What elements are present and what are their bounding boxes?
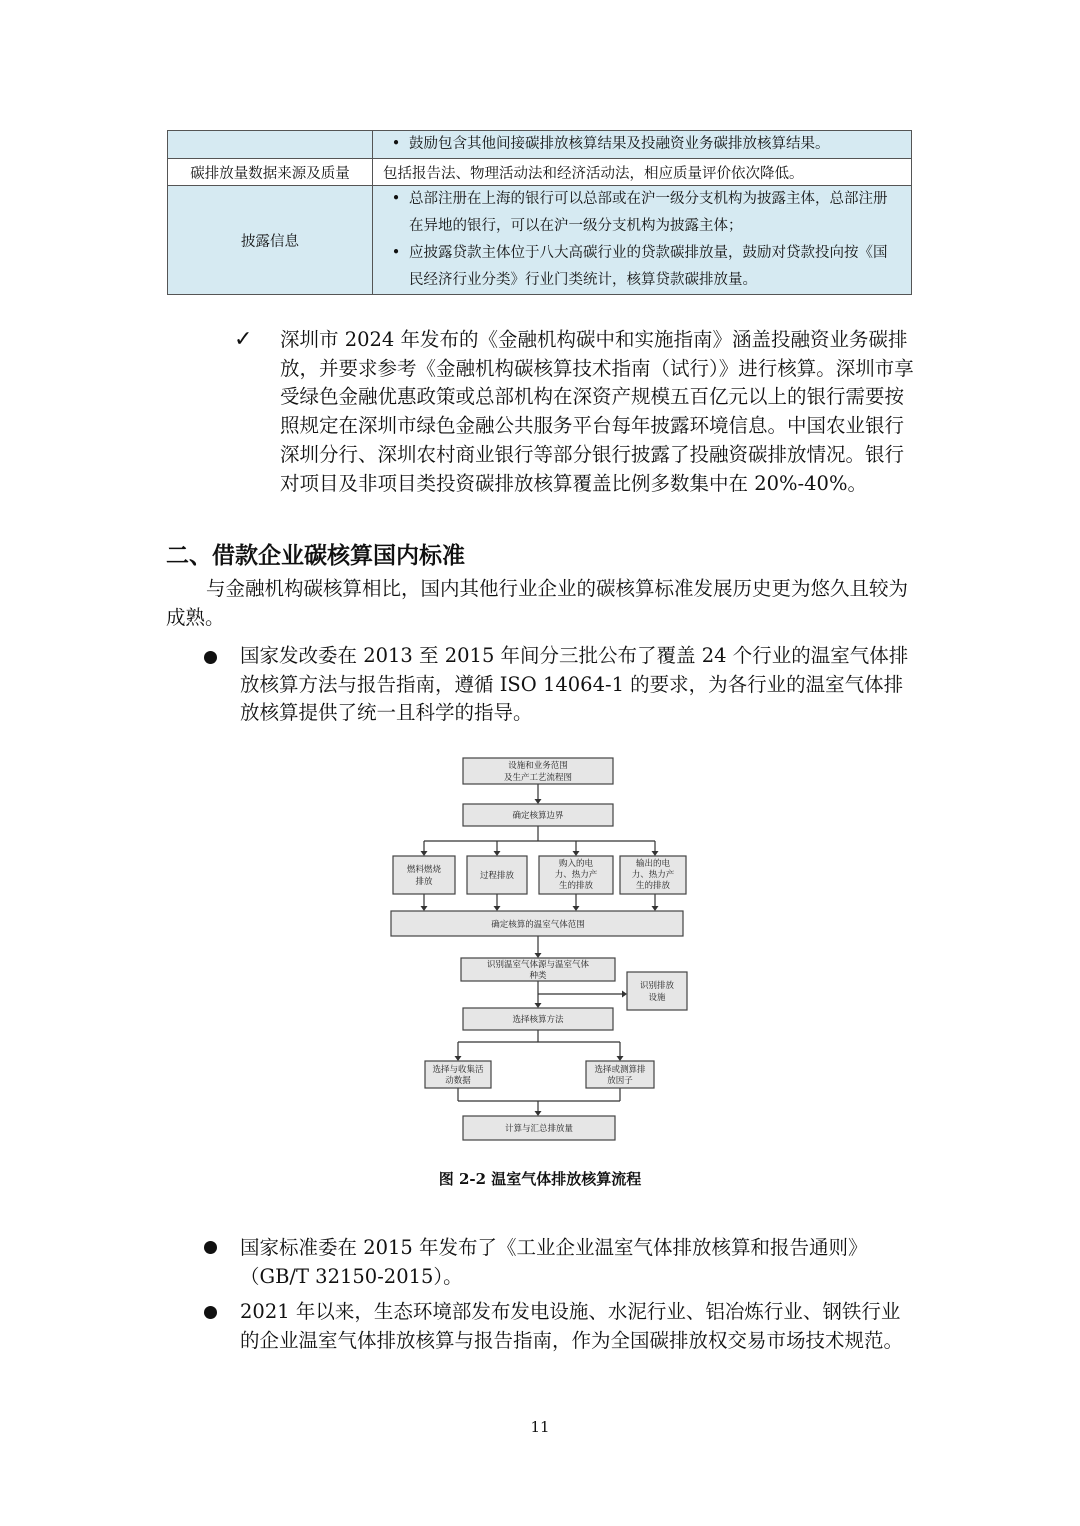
node-label: 确定核算的温室气体范围 — [491, 920, 585, 930]
table-cell — [373, 131, 912, 159]
node-label: 力、热力产 — [554, 870, 598, 880]
node-label: 生的排放 — [558, 881, 594, 891]
node-identify-sources — [461, 958, 615, 981]
table-row — [168, 131, 912, 159]
bullet-icon — [204, 651, 217, 664]
table-row — [168, 186, 912, 295]
cell-text: 总部注册在上海的银行可以总部或在沪一级分支机构为披露主体，总部注册在异地的银行，可以在沪一级分支机构为披露主体； — [409, 191, 888, 234]
node-process-emission — [467, 856, 527, 894]
node-label: 设施 — [648, 993, 666, 1003]
node-label: 计算与汇总排放量 — [504, 1124, 574, 1134]
node-identify-facilities — [627, 972, 687, 1010]
page-number: 11 — [530, 1418, 550, 1436]
intro-paragraph: 与金融机构碳核算相比，国内其他行业企业的碳核算标准发展历史更为悠久且较为成熟。 — [166, 577, 909, 629]
node-ghg-scope — [391, 911, 683, 936]
node-label: 排放 — [415, 877, 433, 887]
node-select-method — [463, 1008, 613, 1030]
node-exported-energy — [620, 856, 686, 894]
node-label: 输出的电 — [635, 859, 671, 869]
disclosure-table — [167, 130, 912, 295]
check-item-text: 深圳市 2024 年发布的《金融机构碳中和实施指南》涵盖投融资业务碳排放，并要求参考《金融机构碳核算技术指南（试行）》进行核算。深圳市享受绿色金融优惠政策或总部机构在深资产规模五百亿元以上的银行需要按照规定在深圳市绿色金融公共服务平台每年披露环境信息。中国农业银行深圳分行、深圳农村商业银行等部分银行披露了投融资碳排放情况。银行对项目及非项目类投资碳排放核算覆盖比例多数集中在 20%-40%。 — [280, 328, 914, 495]
node-label: 设施和业务范围 — [508, 761, 568, 771]
cell-text: 应披露贷款主体位于八大高碳行业的贷款碳排放量，鼓励对贷款投向按《国民经济行业分类》行业门类统计，核算贷款碳排放量。 — [409, 245, 888, 288]
node-label: 燃料燃烧 — [406, 865, 442, 875]
node-calculate — [463, 1116, 615, 1140]
node-label: 选择与收集活 — [432, 1065, 484, 1075]
bullet-icon: • — [391, 191, 401, 207]
node-scope — [463, 758, 613, 784]
node-label: 识别温室气体源与温室气体 — [486, 960, 590, 970]
node-label: 动数据 — [445, 1076, 471, 1086]
bullet-text: 国家标准委在 2015 年发布了《工业企业温室气体排放核算和报告通则》（GB/T 32150-2015）。 — [240, 1236, 868, 1288]
node-label: 放因子 — [607, 1076, 633, 1086]
checkmark-icon: ✓ — [234, 327, 253, 352]
node-boundary — [463, 804, 613, 826]
bullet-icon — [204, 1306, 217, 1319]
node-label: 种类 — [529, 971, 547, 981]
list-item — [383, 240, 901, 294]
node-label: 力、热力产 — [631, 870, 675, 880]
table-cell — [373, 186, 912, 295]
node-activity-data — [425, 1061, 491, 1088]
ghg-accounting-flowchart — [385, 752, 695, 1147]
node-purchased-energy — [539, 856, 613, 894]
bullet-text: 国家发改委在 2013 至 2015 年间分三批公布了覆盖 24 个行业的温室气体排放核算方法与报告指南，遵循 ISO 14064-1 的要求，为各行业的温室气体排放核算提供了统一且科学的指导。 — [240, 644, 909, 725]
bullet-icon: • — [391, 245, 401, 261]
node-label: 过程排放 — [479, 871, 515, 881]
bullet-icon: • — [391, 136, 401, 152]
node-label: 识别排放 — [639, 981, 675, 991]
node-label: 购入的电 — [558, 859, 594, 869]
section-heading: 二、借款企业碳核算国内标准 — [166, 543, 465, 569]
node-fuel-combustion — [393, 856, 455, 894]
table-cell: 包括报告法、物理活动法和经济活动法，相应质量评价依次降低。 — [373, 159, 912, 186]
node-label: 确定核算边界 — [512, 811, 564, 821]
table-cell: 披露信息 — [168, 186, 373, 295]
table-row — [168, 159, 912, 186]
figure-caption: 图 2-2 温室气体排放核算流程 — [438, 1170, 642, 1188]
list-item — [383, 186, 901, 240]
node-label: 及生产工艺流程图 — [503, 773, 573, 783]
node-label: 生的排放 — [635, 881, 671, 891]
bullet-text: 2021 年以来，生态环境部发布发电设施、水泥行业、铝冶炼行业、钢铁行业的企业温室气体排放核算与报告指南，作为全国碳排放权交易市场技术规范。 — [240, 1300, 904, 1352]
node-label: 选择或测算排 — [594, 1065, 646, 1075]
cell-text: 鼓励包含其他间接碳排放核算结果及投融资业务碳排放核算结果。 — [409, 136, 830, 152]
bullet-icon — [204, 1241, 217, 1254]
table-cell: 碳排放量数据来源及质量 — [168, 159, 373, 186]
table-cell — [168, 131, 373, 159]
list-item — [383, 131, 901, 158]
node-emission-factor — [586, 1061, 654, 1088]
node-label: 选择核算方法 — [512, 1015, 564, 1025]
